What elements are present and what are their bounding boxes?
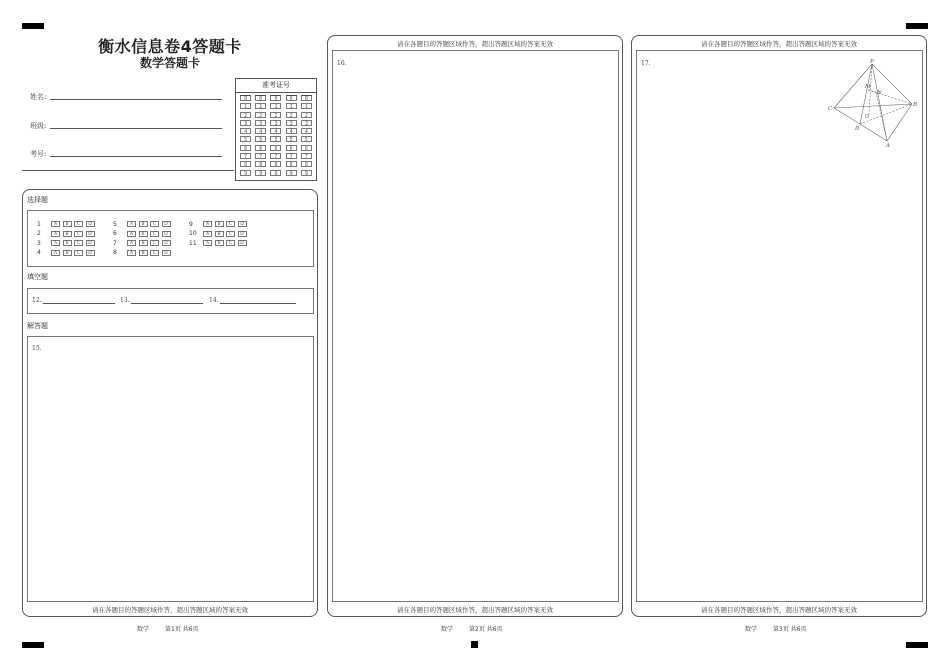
page1-footer-page: 第1页 共6页	[165, 626, 199, 633]
choice-option-bubble[interactable]: D	[238, 240, 247, 246]
exam-digit-bubble[interactable]: 3	[255, 120, 266, 126]
fill-item-13[interactable]	[120, 297, 203, 304]
exam-number-column	[270, 95, 281, 178]
exam-digit-bubble[interactable]: 2	[286, 112, 297, 118]
exam-digit-bubble[interactable]: 1	[270, 103, 281, 109]
exam-digit-bubble[interactable]: 7	[255, 153, 266, 159]
choice-option-bubble[interactable]: B	[139, 240, 148, 246]
choice-question-4	[37, 249, 97, 257]
figure-label-M: M	[865, 84, 871, 90]
choice-option-bubble[interactable]: C	[150, 231, 159, 237]
choice-option-bubble[interactable]: D	[238, 221, 247, 227]
edge-DA	[860, 124, 887, 141]
choice-section-label: 选择题	[27, 196, 48, 204]
exam-digit-bubble[interactable]: 5	[286, 136, 297, 142]
pyramid-figure	[824, 56, 920, 152]
registration-mark-top-left	[22, 23, 44, 29]
choice-option-bubble[interactable]: C	[74, 231, 83, 237]
answer-box-15[interactable]	[27, 336, 314, 602]
fill-item-number: 14.	[209, 297, 219, 304]
figure-label-P: P	[870, 59, 874, 65]
segment-MN	[868, 90, 876, 92]
exam-id-label: 考号:	[30, 150, 47, 158]
choice-option-bubble[interactable]: A	[51, 250, 60, 256]
choice-question-10	[189, 230, 249, 238]
fill-item-14[interactable]	[209, 297, 296, 304]
figure-label-A: A	[886, 143, 890, 149]
exam-digit-bubble[interactable]: 1	[240, 103, 251, 109]
page3-top-notice: 请在各题目的答题区域作答，超出答题区域的答案无效	[701, 40, 857, 48]
page3-footer-page: 第3页 共6页	[773, 626, 807, 633]
exam-digit-bubble[interactable]: 4	[270, 128, 281, 134]
choice-option-bubble[interactable]: C	[226, 231, 235, 237]
exam-digit-bubble[interactable]: 5	[270, 136, 281, 142]
exam-digit-bubble[interactable]: 9	[255, 170, 266, 176]
exam-digit-bubble[interactable]: 5	[255, 136, 266, 142]
choice-option-bubble[interactable]: B	[139, 221, 148, 227]
choice-option-bubble[interactable]: A	[127, 221, 136, 227]
edge-CD	[834, 108, 860, 124]
fill-item-12[interactable]	[32, 297, 115, 304]
exam-digit-bubble[interactable]: 6	[240, 145, 251, 151]
choice-question-number: 3	[37, 239, 41, 247]
exam-digit-bubble[interactable]: 2	[301, 112, 312, 118]
exam-digit-bubble[interactable]: 3	[270, 120, 281, 126]
edge-PA	[872, 64, 887, 141]
exam-number-column	[240, 95, 251, 178]
choice-question-2	[37, 230, 97, 238]
exam-digit-bubble[interactable]: 8	[255, 161, 266, 167]
registration-mark-bottom-right	[906, 642, 928, 648]
question-15-number: 15.	[32, 345, 42, 352]
figure-label-D: D	[855, 126, 860, 132]
exam-number-label: 准考证号	[236, 79, 316, 93]
choice-option-bubble[interactable]: C	[74, 221, 83, 227]
exam-digit-bubble[interactable]: 6	[286, 145, 297, 151]
choice-option-bubble[interactable]: B	[215, 240, 224, 246]
choice-option-bubble[interactable]: D	[86, 221, 95, 227]
choice-question-number: 10	[189, 230, 197, 237]
class-label: 班级:	[30, 122, 47, 130]
figure-label-O: O	[865, 114, 870, 120]
page2-footer-page: 第2页 共6页	[469, 626, 503, 633]
segment-NA	[876, 92, 887, 141]
exam-digit-bubble[interactable]: 9	[240, 170, 251, 176]
exam-digit-bubble[interactable]: 3	[301, 120, 312, 126]
choice-option-bubble[interactable]: B	[139, 250, 148, 256]
choice-question-6	[113, 230, 173, 238]
choice-question-number: 7	[113, 239, 117, 247]
page-title: 衡水信息卷4答题卡	[98, 37, 242, 56]
exam-digit-bubble[interactable]: 4	[286, 128, 297, 134]
exam-digit-bubble[interactable]: 9	[286, 170, 297, 176]
exam-digit-bubble[interactable]: 3	[240, 120, 251, 126]
page1-footer-subject: 数学	[137, 626, 150, 633]
figure-label-N: N	[877, 90, 882, 96]
choice-option-bubble[interactable]: A	[203, 240, 212, 246]
exam-digit-bubble[interactable]: 6	[301, 145, 312, 151]
question-16-number: 16.	[337, 60, 347, 67]
choice-question-9	[189, 220, 249, 228]
exam-digit-bubble[interactable]: 7	[286, 153, 297, 159]
choice-option-bubble[interactable]: B	[63, 250, 72, 256]
exam-digit-bubble[interactable]: 0	[240, 95, 251, 101]
choice-option-bubble[interactable]: D	[238, 231, 247, 237]
choice-option-bubble[interactable]: B	[139, 231, 148, 237]
choice-option-bubble[interactable]: C	[74, 250, 83, 256]
choice-question-number: 1	[37, 220, 41, 228]
choice-option-bubble[interactable]: B	[63, 221, 72, 227]
exam-digit-bubble[interactable]: 9	[270, 170, 281, 176]
choice-option-bubble[interactable]: A	[51, 231, 60, 237]
page2-footer-subject: 数学	[441, 626, 454, 633]
exam-digit-bubble[interactable]: 3	[286, 120, 297, 126]
choice-option-bubble[interactable]: D	[86, 240, 95, 246]
exam-digit-bubble[interactable]: 8	[270, 161, 281, 167]
choice-option-bubble[interactable]: C	[150, 250, 159, 256]
exam-digit-bubble[interactable]: 0	[286, 95, 297, 101]
exam-digit-bubble[interactable]: 2	[255, 112, 266, 118]
choice-question-3	[37, 239, 97, 247]
choice-option-bubble[interactable]: D	[86, 231, 95, 237]
edge-CB	[834, 104, 912, 108]
choice-option-bubble[interactable]: A	[51, 240, 60, 246]
page2-top-notice: 请在各题目的答题区域作答，超出答题区域的答案无效	[397, 40, 553, 48]
exam-digit-bubble[interactable]: 6	[270, 145, 281, 151]
exam-digit-bubble[interactable]: 4	[301, 128, 312, 134]
answer-section-label: 解答题	[27, 322, 48, 330]
figure-label-B: B	[913, 102, 918, 108]
exam-digit-bubble[interactable]: 9	[301, 170, 312, 176]
choice-question-number: 6	[113, 230, 117, 237]
exam-digit-bubble[interactable]: 5	[301, 136, 312, 142]
name-field[interactable]	[50, 99, 222, 100]
exam-digit-bubble[interactable]: 8	[286, 161, 297, 167]
exam-digit-bubble[interactable]: 7	[301, 153, 312, 159]
choice-option-bubble[interactable]: C	[226, 240, 235, 246]
choice-option-bubble[interactable]: A	[127, 231, 136, 237]
registration-mark-bottom-center	[471, 641, 478, 648]
choice-option-bubble[interactable]: C	[150, 240, 159, 246]
page2-bottom-notice: 请在各题目的答题区域作答，超出答题区域的答案无效	[397, 606, 553, 614]
choice-option-bubble[interactable]: B	[215, 231, 224, 237]
registration-mark-bottom-left	[22, 642, 44, 648]
exam-number-column	[286, 95, 297, 178]
edge-AB	[887, 104, 912, 141]
choice-question-1	[37, 220, 97, 228]
exam-number-grid	[235, 78, 317, 181]
exam-number-column	[255, 95, 266, 178]
exam-digit-bubble[interactable]: 2	[240, 112, 251, 118]
fill-item-number: 12.	[32, 297, 42, 304]
exam-number-column	[301, 95, 312, 178]
exam-digit-bubble[interactable]: 2	[270, 112, 281, 118]
exam-digit-bubble[interactable]: 1	[301, 103, 312, 109]
exam-digit-bubble[interactable]: 0	[270, 95, 281, 101]
choice-option-bubble[interactable]: B	[215, 221, 224, 227]
choice-question-7	[113, 239, 173, 247]
fill-section-label: 填空题	[27, 273, 48, 281]
choice-option-bubble[interactable]: A	[203, 231, 212, 237]
choice-question-8	[113, 249, 173, 257]
choice-question-number: 9	[189, 220, 193, 228]
exam-digit-bubble[interactable]: 8	[240, 161, 251, 167]
page-subtitle: 数学答题卡	[139, 56, 200, 70]
exam-digit-bubble[interactable]: 0	[301, 95, 312, 101]
name-label: 姓名:	[30, 93, 47, 101]
choice-option-bubble[interactable]: D	[162, 240, 171, 246]
header-divider	[22, 170, 234, 171]
choice-question-number: 11	[189, 239, 197, 247]
exam-digit-bubble[interactable]: 7	[240, 153, 251, 159]
choice-question-number: 4	[37, 249, 41, 256]
choice-option-bubble[interactable]: A	[127, 250, 136, 256]
exam-digit-bubble[interactable]: 0	[255, 95, 266, 101]
exam-digit-bubble[interactable]: 6	[255, 145, 266, 151]
page3-footer-subject: 数学	[745, 626, 758, 633]
choice-option-bubble[interactable]: A	[51, 221, 60, 227]
choice-option-bubble[interactable]: A	[127, 240, 136, 246]
edge-PB	[872, 64, 912, 104]
choice-question-5	[113, 220, 173, 228]
choice-option-bubble[interactable]: D	[162, 231, 171, 237]
exam-digit-bubble[interactable]: 1	[286, 103, 297, 109]
exam-id-field[interactable]	[50, 156, 222, 157]
choice-option-bubble[interactable]: C	[150, 221, 159, 227]
answer-box-16[interactable]	[332, 50, 619, 602]
choice-question-number: 5	[113, 220, 117, 228]
exam-digit-bubble[interactable]: 5	[240, 136, 251, 142]
question-17-number: 17.	[641, 60, 651, 67]
choice-option-bubble[interactable]: D	[162, 221, 171, 227]
choice-question-11	[189, 239, 249, 247]
exam-digit-bubble[interactable]: 7	[270, 153, 281, 159]
fill-item-number: 13.	[120, 297, 130, 304]
class-field[interactable]	[50, 128, 222, 129]
choice-option-bubble[interactable]: D	[162, 250, 171, 256]
page1-bottom-notice: 请在各题目的答题区域作答，超出答题区域的答案无效	[92, 606, 248, 614]
registration-mark-top-right	[906, 23, 928, 29]
exam-digit-bubble[interactable]: 4	[240, 128, 251, 134]
choice-option-bubble[interactable]: C	[226, 221, 235, 227]
exam-digit-bubble[interactable]: 8	[301, 161, 312, 167]
figure-label-C: C	[828, 106, 833, 112]
exam-digit-bubble[interactable]: 1	[255, 103, 266, 109]
exam-digit-bubble[interactable]: 4	[255, 128, 266, 134]
choice-question-number: 2	[37, 230, 41, 237]
choice-question-number: 8	[113, 249, 117, 256]
page3-bottom-notice: 请在各题目的答题区域作答，超出答题区域的答案无效	[701, 606, 857, 614]
choice-option-bubble[interactable]: B	[63, 231, 72, 237]
choice-option-bubble[interactable]: B	[63, 240, 72, 246]
choice-option-bubble[interactable]: C	[74, 240, 83, 246]
choice-option-bubble[interactable]: A	[203, 221, 212, 227]
choice-option-bubble[interactable]: D	[86, 250, 95, 256]
